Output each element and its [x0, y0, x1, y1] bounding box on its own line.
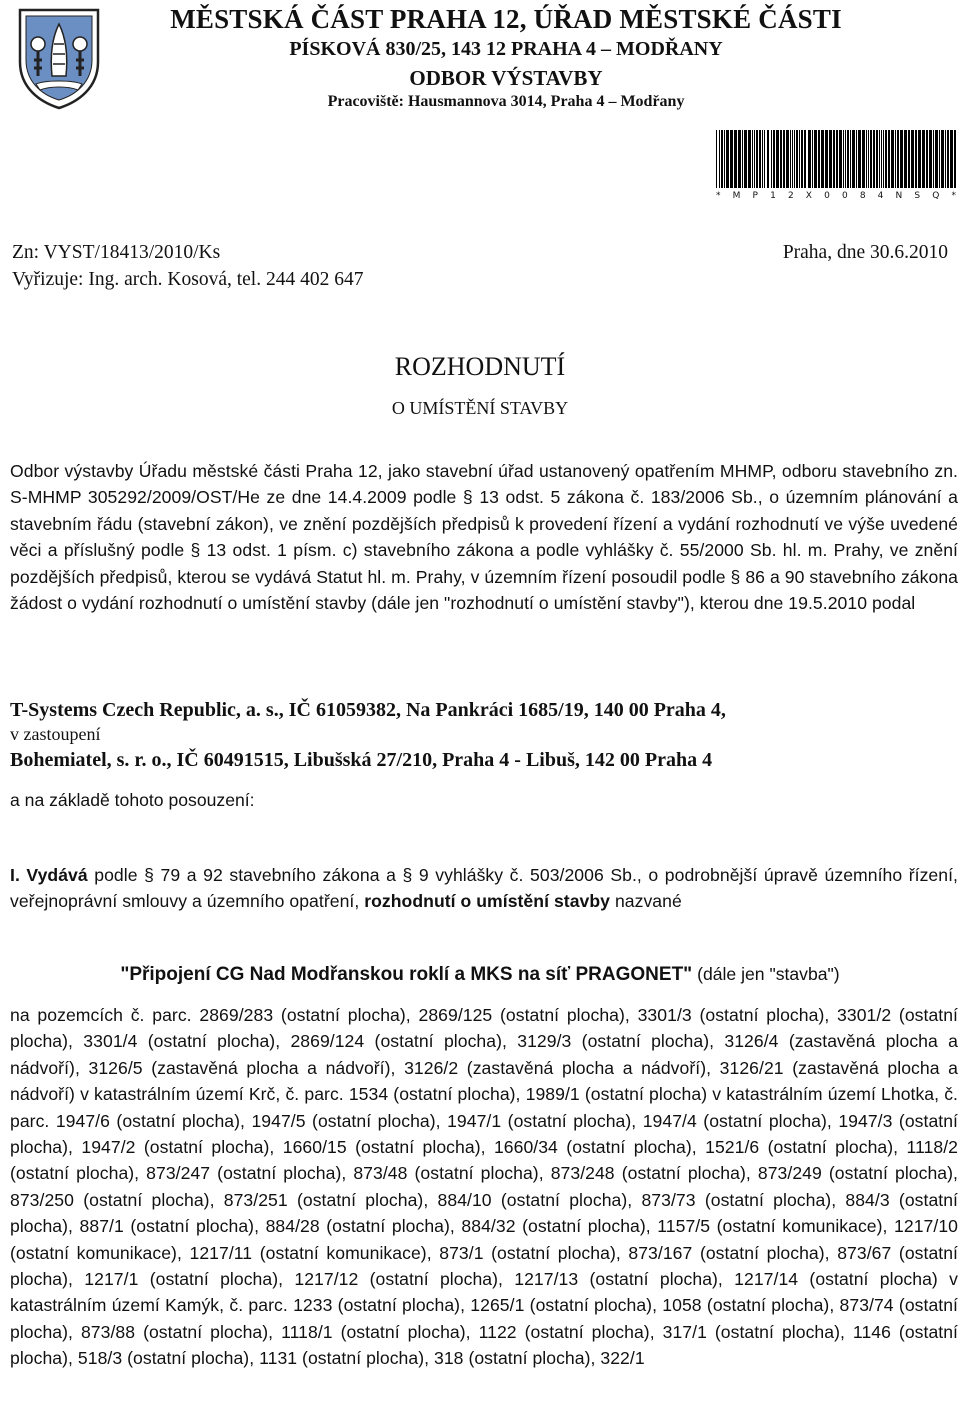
barcode-bar: [908, 130, 910, 188]
barcode-bar: [799, 130, 800, 188]
barcode-bar: [762, 130, 763, 188]
barcode-bar: [950, 130, 953, 188]
barcode-bar: [780, 130, 782, 188]
reference-number: Zn: VYST/18413/2010/Ks: [12, 242, 221, 263]
barcode-bar: [801, 130, 803, 188]
barcode-bar: [941, 130, 944, 188]
barcode-bar: [926, 130, 928, 188]
barcode-bar: [821, 130, 824, 188]
represented-label: v zastoupení: [10, 724, 101, 744]
barcode-bar: [891, 130, 894, 188]
barcode-bar: [786, 130, 789, 188]
representative-name: Bohemiatel, s. r. o., IČ 60491515, Libušská 27/210, Praha 4 - Libuš, 142 00 Praha 4: [10, 749, 713, 771]
barcode-char: 8: [859, 191, 866, 201]
barcode-bar: [954, 130, 956, 188]
barcode-bar: [721, 130, 723, 188]
barcode-bar: [814, 130, 817, 188]
barcode-bar: [756, 130, 758, 188]
handled-by: Vyřizuje: Ing. arch. Kosová, tel. 244 402 647: [12, 269, 364, 290]
barcode-bar: [759, 130, 761, 188]
barcode-bar: [773, 130, 775, 188]
barcode-bar: [858, 130, 861, 188]
decision-paragraph: [10, 862, 958, 915]
barcode-bar: [900, 130, 903, 188]
basis-text: a na základě tohoto posouzení:: [10, 790, 255, 810]
barcode-bar: [744, 130, 747, 188]
barcode-bar: [796, 130, 798, 188]
barcode-char: 0: [824, 191, 830, 201]
department-name: ODBOR VÝSTAVBY: [409, 66, 603, 90]
place-date: Praha, dne 30.6.2010: [782, 242, 948, 263]
barcode-char: M: [732, 191, 741, 201]
barcode-bar: [783, 130, 785, 188]
barcode-bar: [724, 130, 725, 188]
document-title: ROZHODNUTÍ: [394, 352, 566, 381]
barcode-char: Q: [932, 191, 940, 201]
barcode-bar: [812, 130, 813, 188]
barcode-char: 1: [770, 191, 776, 201]
barcode-bar: [852, 130, 855, 188]
barcode-char: *: [951, 191, 956, 201]
barcode-bar: [939, 130, 940, 188]
barcode-bar: [776, 130, 779, 188]
barcode-bar: [818, 130, 820, 188]
document-subtitle: O UMÍSTĚNÍ STAVBY: [391, 398, 569, 418]
municipal-crest-logo: [14, 4, 104, 112]
barcode-bar: [847, 130, 849, 188]
barcode-bar: [866, 130, 867, 188]
barcode-bar: [845, 130, 846, 188]
barcode-bar: [752, 130, 753, 188]
barcode-char: 0: [841, 191, 848, 201]
barcode-bar: [839, 130, 842, 188]
barcode-bar: [836, 130, 838, 188]
barcode-text: [716, 191, 956, 201]
decision-text: podle § 79 a 92 stavebního zákona a § 9 vyhlášky č. 503/2006 Sb., o podrobnější úpravě územního řízení, veřejnoprávní smlouvy a územního opatření,: [10, 865, 958, 912]
barcode-bar: [868, 130, 869, 188]
barcode-bar: [738, 130, 741, 188]
barcode-bar: [876, 130, 878, 188]
workplace-address: Pracoviště: Hausmannova 3014, Praha 4 – Modřany: [327, 93, 685, 110]
barcode-bar: [870, 130, 872, 188]
barcode-char: N: [895, 191, 903, 201]
barcode-char: 2: [787, 191, 794, 201]
project-name: "Připojení CG Nad Modřanskou roklí a MKS na síť PRAGONET": [120, 964, 693, 985]
barcode-bar: [825, 130, 828, 188]
barcode-bar: [856, 130, 857, 188]
barcode-bar: [804, 130, 806, 188]
barcode-bar: [885, 130, 887, 188]
barcode-char: S: [914, 191, 921, 201]
barcode-bar: [888, 130, 890, 188]
intro-paragraph: Odbor výstavby Úřadu městské části Praha 12, jako stavební úřad ustanovený opatřením MHMP, odboru stavebního zn. S-MHMP 305292/2009/OST/He ze dne 14.4.2009 podle § 13 odst. 5 zákona č. 183/2006 Sb., o územním plánování a stavebním řádu (stavební zákon), ve znění pozdějších předpisů k provedení řízení a vydání rozhodnutí ve výše uvedené věci a příslušný podle § 13 odst. 1 písm. c) stavebního zákona a podle vyhlášky č. 55/2000 Sb. hl. m. Prahy, ve znění pozdějších předpisů, kterou se vydává Statut hl. m. Prahy, v územním řízení posoudil podle § 86 a 90 stavebního zákona žádost o vydání rozhodnutí o umístění stavby (dále jen "rozhodnutí o umístění stavby"), kterou dne 19.5.2010 podal: [10, 461, 958, 614]
barcode-bar: [879, 130, 880, 188]
barcode-bar: [716, 130, 717, 188]
barcode-bar: [862, 130, 865, 188]
office-name: MĚSTSKÁ ČÁST PRAHA 12, ÚŘAD MĚSTSKÉ ČÁSTI: [170, 4, 842, 34]
barcode-bar: [929, 130, 932, 188]
barcode-bar: [850, 130, 851, 188]
barcode-bar: [945, 130, 946, 188]
barcode-bar: [719, 130, 720, 188]
office-address: PÍSKOVÁ 830/25, 143 12 PRAHA 4 – MODŘANY: [289, 38, 723, 60]
barcode-bar: [771, 130, 772, 188]
barcode-bar: [918, 130, 921, 188]
barcode-bar: [947, 130, 949, 188]
barcode-char: 4: [877, 191, 884, 201]
barcode-bar: [748, 130, 751, 188]
barcode-bar: [726, 130, 729, 188]
decision-bold-phrase: rozhodnutí o umístění stavby: [364, 891, 610, 912]
barcode-bar: [808, 130, 811, 188]
barcode-bar: [742, 130, 743, 188]
barcode-bar: [794, 130, 795, 188]
barcode-bar: [833, 130, 835, 188]
barcode-bar: [734, 130, 737, 188]
barcode-bar: [767, 130, 769, 188]
barcode-char: X: [805, 191, 812, 201]
barcode-bar: [911, 130, 914, 188]
barcode-bar: [730, 130, 733, 188]
barcode-bar: [790, 130, 791, 188]
barcode-bar: [754, 130, 755, 188]
barcode-char: P: [752, 191, 758, 201]
parcels-paragraph: na pozemcích č. parc. 2869/283 (ostatní plocha), 2869/125 (ostatní plocha), 3301/3 (ostatní plocha), 3301/2 (ostatní plocha), 3301/4 (ostatní plocha), 2869/124 (ostatní plocha), 3129/3 (ostatní plocha), 3126/4 (zastavěná plocha a nádvoří), 3126/5 (zastavěná plocha a nádvoří), 3126/2 (zastavěná plocha a nádvoří), 3126/21 (zastavěná plocha a nádvoří) v katastrálním území Krč, č. parc. 1534 (ostatní plocha), 1989/1 (ostatní plocha) v katastrálním území Lhotka, č. parc. 1947/6 (ostatní plocha), 1947/5 (ostatní plocha), 1947/1 (ostatní plocha), 1947/4 (ostatní plocha), 1947/3 (ostatní plocha), 1947/2 (ostatní plocha), 1660/15 (ostatní plocha), 1660/34 (ostatní plocha), 1521/6 (ostatní plocha), 1118/2 (ostatní plocha), 873/247 (ostatní plocha), 873/48 (ostatní plocha), 873/248 (ostatní plocha), 873/249 (ostatní plocha), 873/250 (ostatní plocha), 873/251 (ostatní plocha), 884/10 (ostatní plocha), 873/73 (ostatní plocha), 884/3 (ostatní plocha), 887/1 (ostatní plocha), 884/28 (ostatní plocha), 884/32 (ostatní plocha), 1157/5 (ostatní komunikace), 1217/10 (ostatní komunikace), 1217/11 (ostatní komunikace), 873/1 (ostatní plocha), 873/167 (ostatní plocha), 873/67 (ostatní plocha), 1217/1 (ostatní plocha), 1217/12 (ostatní plocha), 1217/13 (ostatní plocha), 1217/14 (ostatní plocha) v katastrálním území Kamýk, č. parc. 1233 (ostatní plocha), 1265/1 (ostatní plocha), 1058 (ostatní plocha), 873/74 (ostatní plocha), 873/88 (ostatní plocha), 1118/1 (ostatní plocha), 1122 (ostatní plocha), 317/1 (ostatní plocha), 1146 (ostatní plocha), 518/3 (ostatní plocha), 1131 (ostatní plocha), 318 (ostatní plocha), 322/1: [10, 1005, 958, 1369]
barcode-bar: [792, 130, 793, 188]
barcode-bar: [895, 130, 896, 188]
barcode-bar: [873, 130, 875, 188]
barcode-bar: [881, 130, 882, 188]
barcode-bar: [915, 130, 917, 188]
barcode-bar: [922, 130, 925, 188]
applicant-name: T-Systems Czech Republic, a. s., IČ 61059382, Na Pankráci 1685/19, 140 00 Praha 4,: [10, 699, 726, 721]
decision-prefix: I. Vydává: [10, 865, 88, 885]
barcode-bar: [897, 130, 899, 188]
barcode-bar: [883, 130, 884, 188]
barcode-bar: [829, 130, 832, 188]
barcode-bar: [904, 130, 907, 188]
decision-text-end: nazvané: [610, 891, 682, 912]
barcode-bar: [843, 130, 844, 188]
project-suffix: (dále jen "stavba"): [692, 964, 840, 984]
project-name-line: [0, 964, 960, 986]
barcode-bar: [764, 130, 765, 188]
barcode-bar: [933, 130, 934, 188]
barcode-bar: [935, 130, 938, 188]
barcode-char: *: [716, 191, 721, 201]
